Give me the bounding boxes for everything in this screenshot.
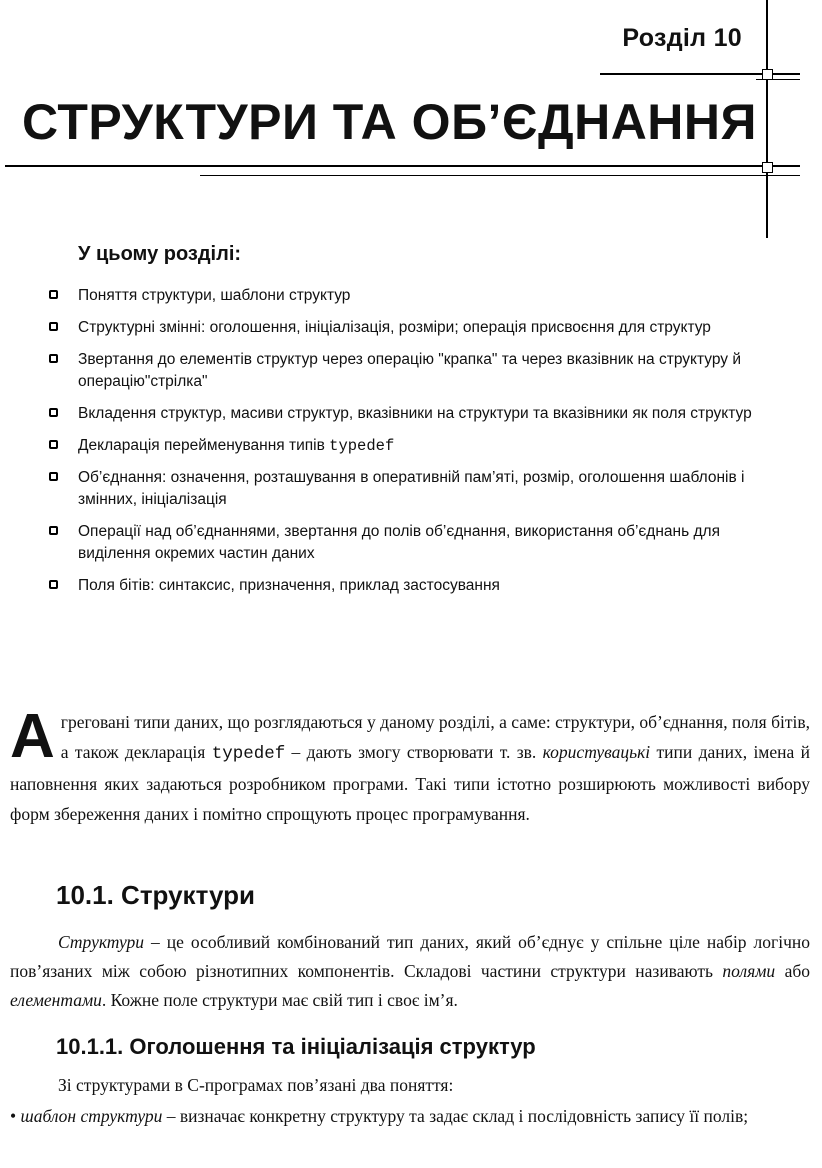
declaration-intro: Зі структурами в С-програмах пов’язані два поняття: bbox=[58, 1075, 454, 1095]
list-item bbox=[48, 521, 758, 565]
intro-paragraph bbox=[10, 702, 810, 829]
structures-text-2: або bbox=[775, 961, 810, 981]
term-elements: елементами bbox=[10, 990, 102, 1010]
list-item-text: Поняття структури, шаблони структур bbox=[78, 287, 351, 304]
list-item bbox=[48, 403, 758, 425]
typedef-code: typedef bbox=[329, 437, 395, 455]
list-item bbox=[48, 467, 758, 511]
header-ornament-square-bottom bbox=[762, 162, 773, 173]
section-heading-10-1-1: 10.1.1. Оголошення та ініціалізація структур bbox=[56, 1034, 536, 1059]
list-item-text: Вкладення структур, масиви структур, вказівники на структури та вказівники як поля структур bbox=[78, 405, 752, 422]
drop-cap: А bbox=[10, 702, 55, 771]
intro-italic-term: користувацькі bbox=[542, 742, 651, 762]
checkbox-bullet-icon bbox=[49, 322, 58, 331]
intro-text-2: – дають змогу створювати т. зв. bbox=[285, 742, 543, 762]
chapter-title: СТРУКТУРИ ТА ОБ’ЄДНАННЯ bbox=[22, 94, 757, 150]
declaration-list-item bbox=[10, 1102, 822, 1130]
header-rule-bottom-2 bbox=[200, 175, 800, 176]
term-structures: Структури bbox=[58, 932, 145, 952]
checkbox-bullet-icon bbox=[49, 354, 58, 363]
term-template: шаблон структури bbox=[20, 1106, 163, 1126]
list-item bbox=[48, 285, 758, 307]
structures-text-3: . Кожне поле структури має свій тип і своє ім’я. bbox=[101, 990, 458, 1010]
list-item-text: Об’єднання: означення, розташування в оперативній пам’яті, розмір, оголошення шаблонів і змінних, ініціалізація bbox=[78, 469, 745, 508]
checkbox-bullet-icon bbox=[49, 472, 58, 481]
header-ornament-square-top bbox=[762, 69, 773, 80]
header-rule-bottom bbox=[5, 165, 800, 167]
intro-text-3: типи даних, імена й наповнення яких задаються розробником програми. Такі типи істотно розширюють можливості вибору форм збереження даних і помітно спрощують процес програмування. bbox=[10, 742, 810, 824]
list-item-text: Операції над об’єднаннями, звертання до полів об’єднання, використання об’єднань для виділення окремих частин даних bbox=[78, 523, 720, 562]
checkbox-bullet-icon bbox=[49, 440, 58, 449]
typedef-code: typedef bbox=[211, 744, 286, 764]
checkbox-bullet-icon bbox=[49, 580, 58, 589]
checkbox-bullet-icon bbox=[49, 290, 58, 299]
list-item bbox=[48, 435, 758, 457]
list-item bbox=[48, 349, 758, 393]
section-heading-10-1: 10.1. Структури bbox=[56, 880, 255, 910]
term-fields: полями bbox=[722, 961, 776, 981]
contents-heading: У цьому розділі: bbox=[78, 243, 242, 265]
list-item bbox=[48, 317, 758, 339]
declaration-item-text: – визначає конкретну структуру та задає склад і послідовність запису її полів; bbox=[162, 1106, 749, 1126]
list-item-text: Поля бітів: синтаксис, призначення, приклад застосування bbox=[78, 577, 500, 594]
list-item bbox=[48, 575, 758, 597]
list-item-text: Декларація перейменування типів bbox=[78, 437, 330, 454]
list-item-text: Структурні змінні: оголошення, ініціалізація, розміри; операція присвоєння для структур bbox=[78, 319, 711, 336]
structures-text-1: – це особливий комбінований тип даних, який об’єднує у спільне ціле набір логічно пов’язаних між собою різнотипних компонентів. Складові частини структури називають bbox=[10, 932, 810, 981]
bullet-icon: • bbox=[10, 1106, 17, 1126]
checkbox-bullet-icon bbox=[49, 408, 58, 417]
list-item-text: Звертання до елементів структур через операцію "крапка" та через вказівник на структуру й операцію"стрілка" bbox=[78, 351, 741, 390]
header-vertical-rule bbox=[766, 0, 768, 238]
structures-paragraph bbox=[10, 928, 810, 1015]
section-label: Розділ 10 bbox=[622, 24, 742, 52]
checkbox-bullet-icon bbox=[49, 526, 58, 535]
intro-text-1: греговані типи даних, що розглядаються у даному розділі, а саме: структури, об’єднання, поля бітів, а також декларація bbox=[60, 712, 810, 762]
contents-list bbox=[48, 285, 758, 607]
